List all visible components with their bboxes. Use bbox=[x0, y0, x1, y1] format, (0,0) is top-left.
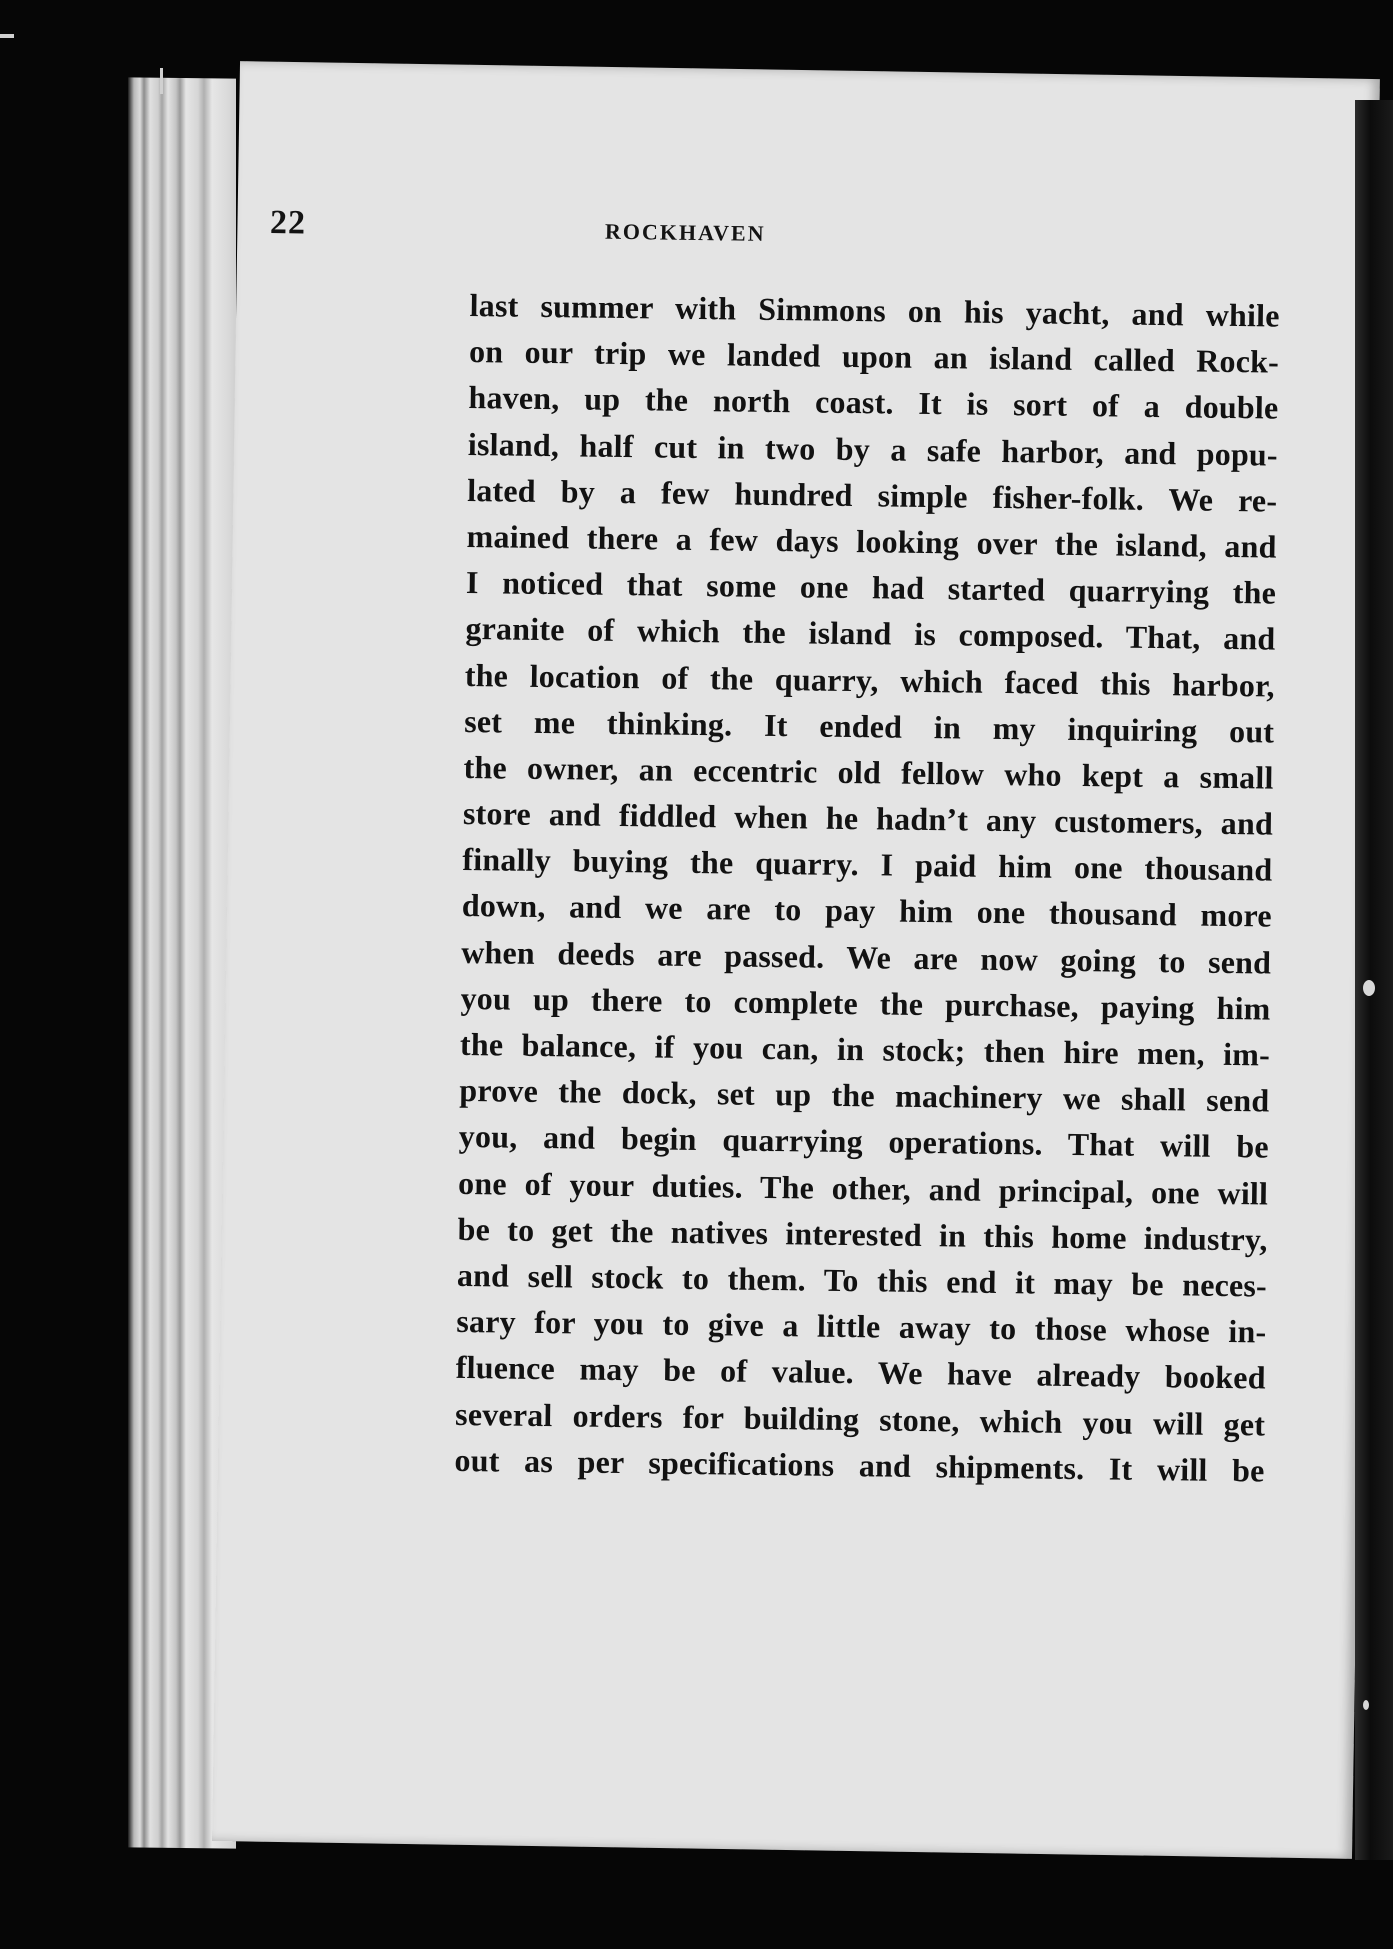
page-number: 22 bbox=[269, 204, 307, 242]
text-line: be to get the natives interested in this home industry, bbox=[457, 1210, 1268, 1258]
text-line: when deeds are passed. We are now going to send bbox=[460, 933, 1272, 981]
text-line: the balance, if you can, in stock; then hire men, im- bbox=[459, 1025, 1271, 1073]
binding-shadow bbox=[1355, 100, 1393, 1860]
running-head: ROCKHAVEN bbox=[604, 218, 766, 246]
text-line: fluence may be of value. We have already booked bbox=[455, 1349, 1266, 1396]
text-line: haven, up the north coast. It is sort of a double bbox=[468, 379, 1279, 426]
text-line: you up there to complete the purchase, paying him bbox=[460, 979, 1271, 1027]
text-line: the owner, an eccentric old fellow who kept a small bbox=[463, 748, 1274, 796]
text-line: on our trip we landed upon an island called Rock- bbox=[468, 333, 1280, 380]
scan-speck bbox=[1363, 1700, 1369, 1710]
text-line: you, and begin quarrying operations. That will be bbox=[458, 1118, 1269, 1165]
text-line: I noticed that some one had started quarrying the bbox=[465, 564, 1277, 611]
scan-mark bbox=[0, 34, 14, 38]
text-line: finally buying the quarry. I paid him one thousand bbox=[462, 841, 1273, 888]
scan-mark bbox=[160, 68, 163, 94]
text-line: set me thinking. It ended in my inquiring out bbox=[464, 702, 1275, 750]
text-line: the location of the quarry, which faced this harbor, bbox=[464, 656, 1276, 704]
text-line: down, and we are to pay him one thousand more bbox=[461, 887, 1273, 934]
text-line: store and fiddled when he hadn’t any customers, and bbox=[462, 795, 1274, 842]
text-line: prove the dock, set up the machinery we shall send bbox=[459, 1072, 1270, 1119]
text-line: last summer with Simmons on his yacht, and while bbox=[469, 286, 1280, 334]
text-line: island, half cut in two by a safe harbor, and popu- bbox=[467, 425, 1279, 473]
text-line: and sell stock to them. To this end it may be neces- bbox=[456, 1256, 1268, 1304]
text-line: several orders for building stone, which you will get bbox=[454, 1395, 1266, 1443]
text-line: one of your duties. The other, and principal, one will bbox=[457, 1164, 1269, 1212]
text-line: mained there a few days looking over the island, and bbox=[466, 517, 1277, 565]
text-line: granite of which the island is composed. That, and bbox=[465, 610, 1276, 657]
scan-speck bbox=[1363, 980, 1375, 996]
text-line: out as per specifications and shipments. It will be bbox=[454, 1441, 1265, 1489]
text-line: lated by a few hundred simple fisher-folk. We re- bbox=[467, 471, 1278, 519]
body-text bbox=[454, 282, 1280, 1493]
text-line: sary for you to give a little away to those whose in- bbox=[456, 1303, 1267, 1350]
